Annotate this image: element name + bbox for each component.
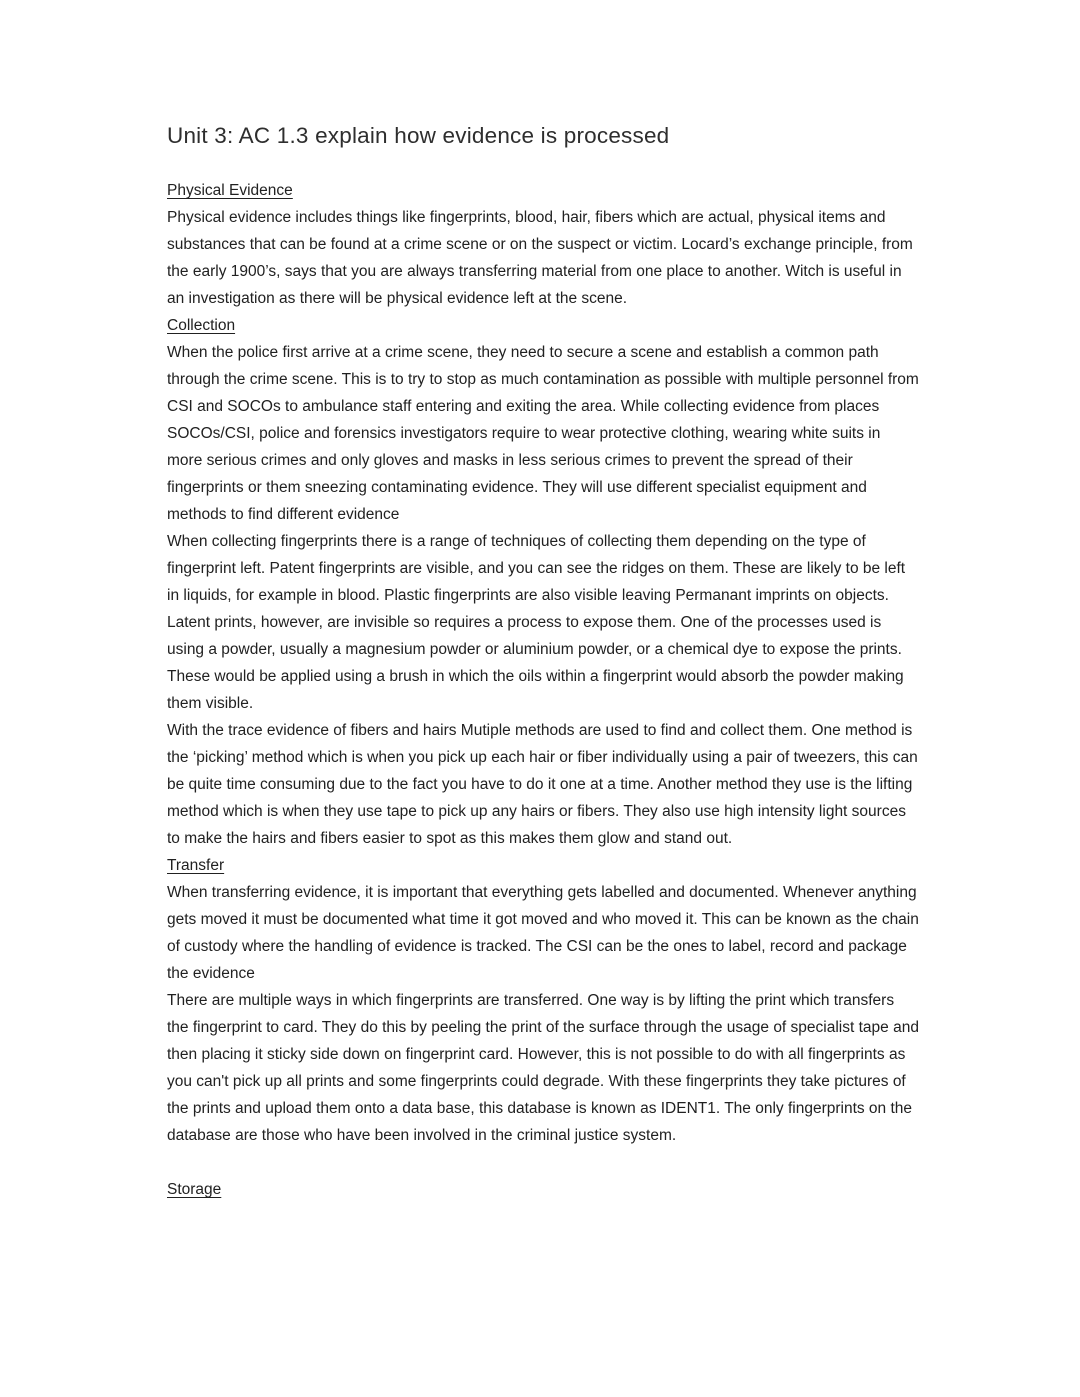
section-heading-storage: Storage [167,1181,222,1198]
section-transfer [167,852,919,1149]
section-heading-transfer: Transfer [167,857,225,874]
paragraph: With the trace evidence of fibers and hairs Mutiple methods are used to find and collect them. One method is the ‘picking’ method which is when you pick up each hair or fiber individually using a pair of tweezers, this can be quite time consuming due to the fact you have to do it one at a time. Another method they use is the lifting method which is when they use tape to pick up any hairs or fibers. They also use high intensity light sources to make the hairs and fibers easier to spot as this makes them glow and stand out. [167,722,918,847]
paragraph: When collecting fingerprints there is a range of techniques of collecting them depending on the type of fingerprint left. Patent fingerprints are visible, and you can see the ridges on them. These are likely to be left in liquids, for example in blood. Plastic fingerprints are also visible leaving Permanant imprints on objects. Latent prints, however, are invisible so requires a process to expose them. One of the processes used is using a powder, usually a magnesium powder or aluminium powder, or a chemical dye to expose the prints. These would be applied using a brush in which the oils within a fingerprint would absorb the powder making them visible. [167,533,906,712]
paragraph: There are multiple ways in which fingerprints are transferred. One way is by lifting the print which transfers the fingerprint to card. They do this by peeling the print of the surface through the usage of specialist tape and then placing it sticky side down on fingerprint card. However, this is not possible to do with all fingerprints as you can't pick up all prints and some fingerprints could degrade. With these fingerprints they take pictures of the prints and upload them onto a data base, this database is known as IDENT1. The only fingerprints on the database are those who have been involved in the criminal justice system. [167,992,919,1144]
paragraph: When the police first arrive at a crime scene, they need to secure a scene and establish a common path through the crime scene. This is to try to stop as much contamination as possible with multiple personnel from CSI and SOCOs to ambulance staff entering and exiting the area. While collecting evidence from places SOCOs/CSI, police and forensics investigators require to wear protective clothing, wearing white suits in more serious crimes and only gloves and masks in less serious crimes to prevent the spread of their fingerprints or them sneezing contaminating evidence. They will use different specialist equipment and methods to find different evidence [167,344,919,523]
section-collection [167,312,919,852]
section-heading-collection: Collection [167,317,236,334]
section-storage [167,1176,919,1203]
paragraph: Physical evidence includes things like fingerprints, blood, hair, fibers which are actual, physical items and substances that can be found at a crime scene or on the suspect or victim. Locard’s exchange principle, from the early 1900’s, says that you are always transferring material from one place to another. Witch is useful in an investigation as there will be physical evidence left at the scene. [167,209,913,307]
document-page [167,121,919,1203]
paragraph: When transferring evidence, it is important that everything gets labelled and documented. Whenever anything gets moved it must be documented what time it got moved and who moved it. This can be known as the chain of custody where the handling of evidence is tracked. The CSI can be the ones to label, record and package the evidence [167,884,919,982]
section-heading-physical-evidence: Physical Evidence [167,182,293,199]
section-physical-evidence [167,177,919,312]
document-title: Unit 3: AC 1.3 explain how evidence is processed [167,123,670,148]
